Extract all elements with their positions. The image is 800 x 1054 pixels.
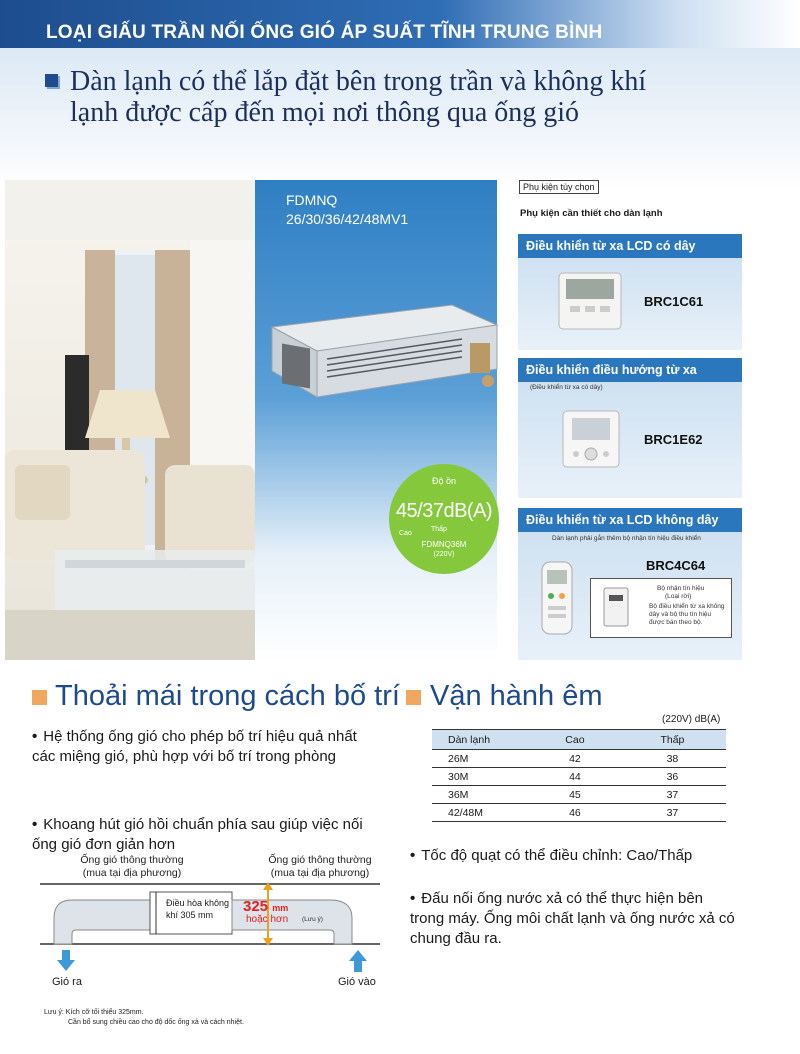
height-note-ref: (Lưu ý): [302, 916, 323, 923]
layout-bullet-2: • Khoang hút gió hồi chuẩn phía sau giúp việc nối ống gió đơn giản hơn: [32, 816, 363, 853]
table-unit: (220V) dB(A): [662, 714, 721, 725]
duct-left-label: Ống gió thông thường (mua tại địa phương): [80, 854, 184, 879]
accessory-title: Điều khiển từ xa LCD có dây: [526, 239, 696, 253]
table-header-row: [432, 730, 726, 750]
model-name: FDMNQ: [286, 192, 338, 208]
height-value: [243, 898, 288, 915]
table-row: [432, 750, 726, 768]
noise-model: FDMNQ36M: [421, 540, 467, 549]
air-in-label: Gió vào: [338, 976, 376, 988]
accessory-title: Điều khiển từ xa LCD không dây: [526, 513, 719, 527]
height-more: hoặc hơn: [246, 914, 289, 925]
optional-accessories-tag: Phụ kiện tùy chọn: [519, 180, 599, 194]
layout-bullet-text: Khoang hút gió hồi chuẩn phía sau giúp việc nối ống gió đơn giản hơn: [32, 816, 363, 853]
footnote-line-1: Lưu ý: Kích cỡ tối thiểu 325mm.: [44, 1009, 144, 1016]
noise-voltage: (220V): [433, 551, 455, 558]
headline: [48, 66, 768, 128]
quiet-bullet-1: • Tốc độ quạt có thể điều chỉnh: Cao/Thấp: [410, 847, 693, 864]
table-cell: 42: [531, 750, 619, 768]
quiet-section-title: Vận hành êm: [430, 680, 603, 712]
accessory-card-navigation: [518, 358, 742, 498]
room-photo: [5, 180, 255, 660]
table-cell: 36: [619, 768, 726, 786]
noise-badge: [389, 464, 499, 574]
accessory-code: BRC1C61: [644, 294, 704, 309]
quiet-bullet-2: • Đấu nối ống nước xả có thể thực hiện bên trong máy. Ống môi chất lạnh và ống nước xả có chung đầu ra.: [410, 890, 735, 947]
ducted-unit-image: [262, 285, 512, 415]
required-accessories-label: Phụ kiện cần thiết cho dàn lạnh: [520, 208, 663, 219]
table-row: [432, 804, 726, 822]
layout-bullet-text: Hệ thống ống gió cho phép bố trí hiệu quả nhất các miệng gió, phù hợp với bố trí trong phòng: [32, 728, 357, 765]
noise-label: Độ ồn: [431, 476, 457, 486]
air-out-arrow-icon: [56, 950, 76, 972]
accessory-code: BRC1E62: [644, 432, 703, 447]
section-bullet-icon: [406, 690, 421, 705]
table-header: Dàn lạnh: [432, 730, 531, 750]
receiver-note: Bộ điều khiển từ xa không dây và bộ thu tín hiệu được bán theo bộ.: [649, 603, 725, 626]
navigation-remote-image: [562, 410, 622, 470]
accessory-card-wireless-lcd: [518, 508, 742, 660]
table-cell: 45: [531, 786, 619, 804]
table-cell: 46: [531, 804, 619, 822]
table-row: [432, 768, 726, 786]
receiver-box: [590, 578, 732, 638]
accessory-title: Điều khiển điều hướng từ xa: [526, 363, 697, 377]
table-cell: 36M: [432, 786, 531, 804]
table-cell: 38: [619, 750, 726, 768]
receiver-subtitle: (Loại rời): [665, 593, 692, 600]
table-cell: 37: [619, 786, 726, 804]
section-bullet-icon: [32, 690, 47, 705]
table-header: Thấp: [619, 730, 726, 750]
footnote-line-2: Cần bổ sung chiều cao cho độ dốc ống xả và cách nhiệt.: [68, 1019, 244, 1026]
headline-line-1: Dàn lạnh có thể lắp đặt bên trong trần và không khí: [70, 66, 647, 97]
quiet-bullet-text: Đấu nối ống nước xả có thể thực hiện bên trong máy. Ống môi chất lạnh và ống nước xả có chung đầu ra.: [410, 890, 735, 947]
receiver-image: [603, 587, 631, 629]
noise-value: 45/37dB(A): [395, 500, 493, 522]
table-cell: 37: [619, 804, 726, 822]
height-unit: mm: [272, 903, 289, 913]
accessory-subtitle: (Điều khiển từ xa có dây): [530, 384, 603, 391]
table-header: Cao: [531, 730, 619, 750]
unit-height-label: Điều hòa không khí 305 mm: [166, 898, 230, 920]
air-out-label: Gió ra: [52, 976, 82, 988]
table-cell: 42/48M: [432, 804, 531, 822]
wireless-remote-image: [540, 560, 576, 638]
height-number: 325: [243, 898, 269, 915]
quiet-bullet-text: Tốc độ quạt có thể điều chỉnh: Cao/Thấp: [421, 847, 693, 864]
duct-right-label: Ống gió thông thường (mua tại địa phương): [268, 854, 372, 879]
headline-line-2: lạnh được cấp đến mọi nơi thông qua ống gió: [70, 97, 580, 128]
accessory-subtitle: Dàn lạnh phải gắn thêm bộ nhận tín hiệu điều khiển: [552, 535, 701, 542]
accessory-code: BRC4C64: [646, 558, 706, 573]
receiver-title: Bộ nhận tín hiệu: [657, 585, 705, 592]
model-variants: 26/30/36/42/48MV1: [286, 211, 409, 227]
table-cell: 44: [531, 768, 619, 786]
noise-low: Thấp: [431, 526, 447, 533]
layout-section-title: Thoải mái trong cách bố trí: [55, 680, 400, 712]
air-in-arrow-icon: [348, 950, 368, 972]
page-title: LOẠI GIẤU TRẦN NỐI ỐNG GIÓ ÁP SUẤT TĨNH TRUNG BÌNH: [46, 22, 603, 43]
layout-bullet-1: • Hệ thống ống gió cho phép bố trí hiệu quả nhất các miệng gió, phù hợp với bố trí trong phòng: [32, 728, 357, 765]
table-cell: 30M: [432, 768, 531, 786]
accessory-card-wired-lcd: [518, 234, 742, 350]
wired-remote-image: [558, 272, 624, 332]
product-panel: [255, 180, 497, 660]
header-banner: [0, 0, 800, 48]
noise-table: [432, 729, 726, 822]
noise-high: Cao: [399, 530, 412, 537]
table-cell: 26M: [432, 750, 531, 768]
table-row: [432, 786, 726, 804]
